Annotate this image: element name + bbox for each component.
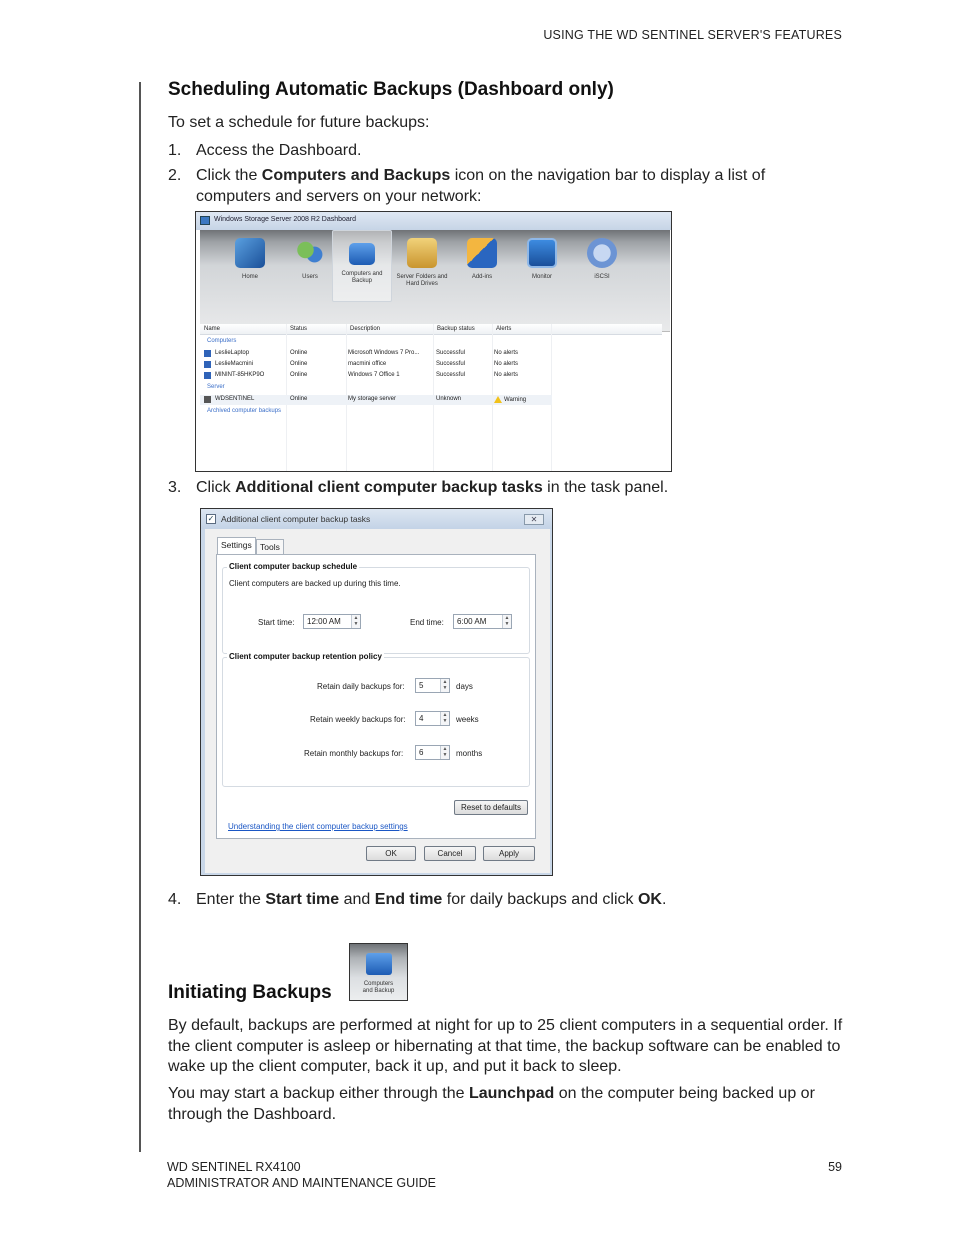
step-bold: Additional client computer backup tasks xyxy=(235,479,543,496)
step-bold: End time xyxy=(374,891,443,908)
weekly-label: Retain weekly backups for: xyxy=(310,715,406,724)
start-time-label: Start time: xyxy=(258,618,295,627)
spinner-arrows-icon[interactable]: ▲ ▼ xyxy=(440,746,449,759)
cell-alerts: No alerts xyxy=(494,372,519,378)
cell-status: Online xyxy=(290,350,308,356)
step-1 xyxy=(168,141,362,162)
grid-header xyxy=(200,324,662,335)
column-header[interactable]: Name xyxy=(204,326,221,332)
nav-home[interactable] xyxy=(220,230,280,302)
computer-icon xyxy=(204,361,211,368)
cell-description: Microsoft Windows 7 Pro... xyxy=(348,350,420,356)
step-text: in the task panel. xyxy=(542,479,669,496)
footer-guide: ADMINISTRATOR AND MAINTENANCE GUIDE xyxy=(167,1176,437,1190)
reset-defaults-button[interactable]: Reset to defaults xyxy=(454,800,528,815)
computer-icon xyxy=(204,350,211,357)
monitor-icon xyxy=(527,238,557,268)
cell-backup: Successful xyxy=(436,361,466,367)
weekly-value: 4 xyxy=(419,714,424,723)
spinner-arrows-icon[interactable]: ▲ ▼ xyxy=(440,679,449,692)
step-number: 3. xyxy=(168,479,182,496)
monthly-backups-input[interactable] xyxy=(415,745,450,760)
daily-label: Retain daily backups for: xyxy=(317,682,405,691)
column-header[interactable]: Status xyxy=(290,326,308,332)
cell-name: MININT-85HKP9O xyxy=(215,372,265,378)
step-number: 1. xyxy=(168,142,182,159)
step-text: Access the Dashboard. xyxy=(196,142,362,159)
column-header[interactable]: Description xyxy=(350,326,381,332)
dialog-body xyxy=(205,529,550,873)
computer-icon xyxy=(349,243,375,265)
apply-button[interactable]: Apply xyxy=(483,846,535,861)
retention-legend: Client computer backup retention policy xyxy=(229,652,382,661)
nav-label: Computers and Backup xyxy=(341,271,383,284)
dashboard-nav-bar xyxy=(200,230,670,332)
cell-alerts: No alerts xyxy=(494,361,519,367)
tab-tools[interactable]: Tools xyxy=(256,539,284,554)
start-time-input[interactable] xyxy=(303,614,361,629)
start-time-value: 12:00 AM xyxy=(307,617,341,626)
retention-group xyxy=(222,652,530,787)
close-button[interactable]: ✕ xyxy=(524,514,544,525)
footer-product: WD SENTINEL RX4100 xyxy=(167,1160,301,1174)
schedule-group xyxy=(222,562,530,654)
paragraph-text: You may start a backup either through the xyxy=(168,1085,469,1102)
step-bold: Start time xyxy=(265,891,340,908)
page-number: 59 xyxy=(828,1160,842,1174)
spinner-arrows-icon[interactable]: ▲ ▼ xyxy=(351,615,360,628)
nav-server-folders[interactable] xyxy=(392,230,452,302)
tab-settings[interactable]: Settings xyxy=(217,537,256,554)
nav-label: Monitor xyxy=(531,274,552,280)
step-text: . xyxy=(661,891,667,908)
help-link[interactable]: Understanding the client computer backup settings xyxy=(228,822,408,831)
step-number: 4. xyxy=(168,891,182,908)
users-icon xyxy=(295,238,325,268)
nav-label: iSCSI xyxy=(594,274,610,280)
settings-panel xyxy=(216,554,536,839)
end-time-label: End time: xyxy=(410,618,444,627)
paragraph-text: on the computer being backed up or through the Dashboard. xyxy=(168,1085,815,1123)
window-icon xyxy=(200,216,210,225)
nav-label: Users xyxy=(302,274,318,280)
server-icon xyxy=(204,396,211,403)
ok-button[interactable]: OK xyxy=(366,846,416,861)
nav-computers-and-backup[interactable] xyxy=(332,230,392,302)
dashboard-screenshot xyxy=(195,211,672,472)
table-row[interactable] xyxy=(200,371,670,381)
dialog-title: Additional client computer backup tasks xyxy=(221,514,371,524)
dialog-check-icon: ✓ xyxy=(207,514,215,523)
cell-backup: Successful xyxy=(436,350,466,356)
step-bold: Computers and Backups xyxy=(261,167,451,184)
daily-backups-input[interactable] xyxy=(415,678,450,693)
step-text: Click the xyxy=(196,167,262,184)
folder-icon xyxy=(407,238,437,268)
cell-alerts: No alerts xyxy=(494,350,519,356)
warning-icon xyxy=(494,396,502,403)
column-header[interactable]: Backup status xyxy=(437,326,475,332)
cell-alerts xyxy=(494,396,527,404)
section-heading-scheduling: Scheduling Automatic Backups (Dashboard only) xyxy=(168,79,614,100)
table-row[interactable] xyxy=(200,360,670,370)
monthly-label: Retain monthly backups for: xyxy=(304,749,404,758)
weekly-unit: weeks xyxy=(456,715,479,724)
end-time-value: 6:00 AM xyxy=(457,617,487,626)
home-icon xyxy=(235,238,265,268)
cell-name: WDSENTINEL xyxy=(215,396,255,402)
weekly-backups-input[interactable] xyxy=(415,711,450,726)
cell-name: LeslieLaptop xyxy=(215,350,250,356)
step-text: Click xyxy=(196,479,236,496)
section-heading-initiating: Initiating Backups xyxy=(168,982,332,1003)
nav-label: Server Folders and Hard Drives xyxy=(396,274,448,287)
cell-description: Windows 7 Office 1 xyxy=(348,372,400,378)
step-text: for daily backups and click xyxy=(442,891,638,908)
iscsi-icon xyxy=(587,238,617,268)
monthly-unit: months xyxy=(456,749,483,758)
step-text: icon on the navigation bar to display a list of computers and servers on your network: xyxy=(196,167,766,205)
paragraph-bold: Launchpad xyxy=(468,1085,555,1102)
backup-tasks-dialog xyxy=(200,508,553,876)
nav-label: Add-ins xyxy=(471,274,493,280)
dashboard-title: Windows Storage Server 2008 R2 Dashboard xyxy=(214,216,357,223)
daily-value: 5 xyxy=(419,681,424,690)
spinner-arrows-icon[interactable]: ▲ ▼ xyxy=(502,615,511,628)
margin-rule xyxy=(139,82,141,1152)
group-server[interactable]: Server xyxy=(207,384,225,390)
step-text: Enter the xyxy=(196,891,266,908)
column-header[interactable]: Alerts xyxy=(496,326,512,332)
nav-add-ins[interactable] xyxy=(452,230,512,302)
cell-description: macmini office xyxy=(348,361,387,367)
step-number: 2. xyxy=(168,167,182,184)
intro-text: To set a schedule for future backups: xyxy=(168,114,430,131)
spinner-arrows-icon[interactable]: ▲ ▼ xyxy=(440,712,449,725)
step-4 xyxy=(168,890,667,911)
cell-backup: Unknown xyxy=(436,396,462,402)
cancel-button[interactable]: Cancel xyxy=(424,846,476,861)
nav-monitor[interactable] xyxy=(512,230,572,302)
computer-icon xyxy=(366,953,392,975)
icon-label: Computers and Backup xyxy=(362,981,395,994)
computer-icon xyxy=(204,372,211,379)
table-row[interactable] xyxy=(200,349,670,359)
step-3 xyxy=(168,478,669,499)
running-header: USING THE WD SENTINEL SERVER'S FEATURES xyxy=(543,28,842,42)
end-time-input[interactable] xyxy=(453,614,512,629)
daily-unit: days xyxy=(456,682,473,691)
step-2 xyxy=(168,166,816,207)
nav-label: Home xyxy=(241,274,258,280)
step-text: and xyxy=(339,891,375,908)
paragraph-start-backup xyxy=(168,1084,843,1125)
step-bold: OK xyxy=(637,891,662,908)
group-archived[interactable]: Archived computer backups xyxy=(207,408,282,414)
cell-status: Online xyxy=(290,372,308,378)
paragraph-default-backups: By default, backups are performed at night for up to 25 client computers in a sequential order. If the client computer is asleep or hibernating at that time, the backup software can be enabled to wake up the client computer, back it up, and put it back to sleep. xyxy=(168,1017,843,1075)
schedule-legend: Client computer backup schedule xyxy=(229,562,358,571)
dashboard-titlebar xyxy=(196,212,671,230)
cell-name: LeslieMacmini xyxy=(215,361,254,367)
nav-iscsi[interactable] xyxy=(572,230,632,302)
alert-text: Warning xyxy=(504,397,527,403)
monthly-value: 6 xyxy=(419,748,424,757)
cell-description: My storage server xyxy=(348,396,397,402)
group-computers[interactable]: Computers xyxy=(207,338,237,344)
cell-status: Online xyxy=(290,361,308,367)
table-row-server[interactable] xyxy=(200,395,552,405)
dialog-titlebar xyxy=(201,509,552,529)
computers-backup-icon-image xyxy=(349,943,408,1001)
schedule-description: Client computers are backed up during this time. xyxy=(229,579,401,588)
nav-users[interactable] xyxy=(280,230,340,302)
cell-backup: Successful xyxy=(436,372,466,378)
cell-status: Online xyxy=(290,396,308,402)
puzzle-icon xyxy=(467,238,497,268)
